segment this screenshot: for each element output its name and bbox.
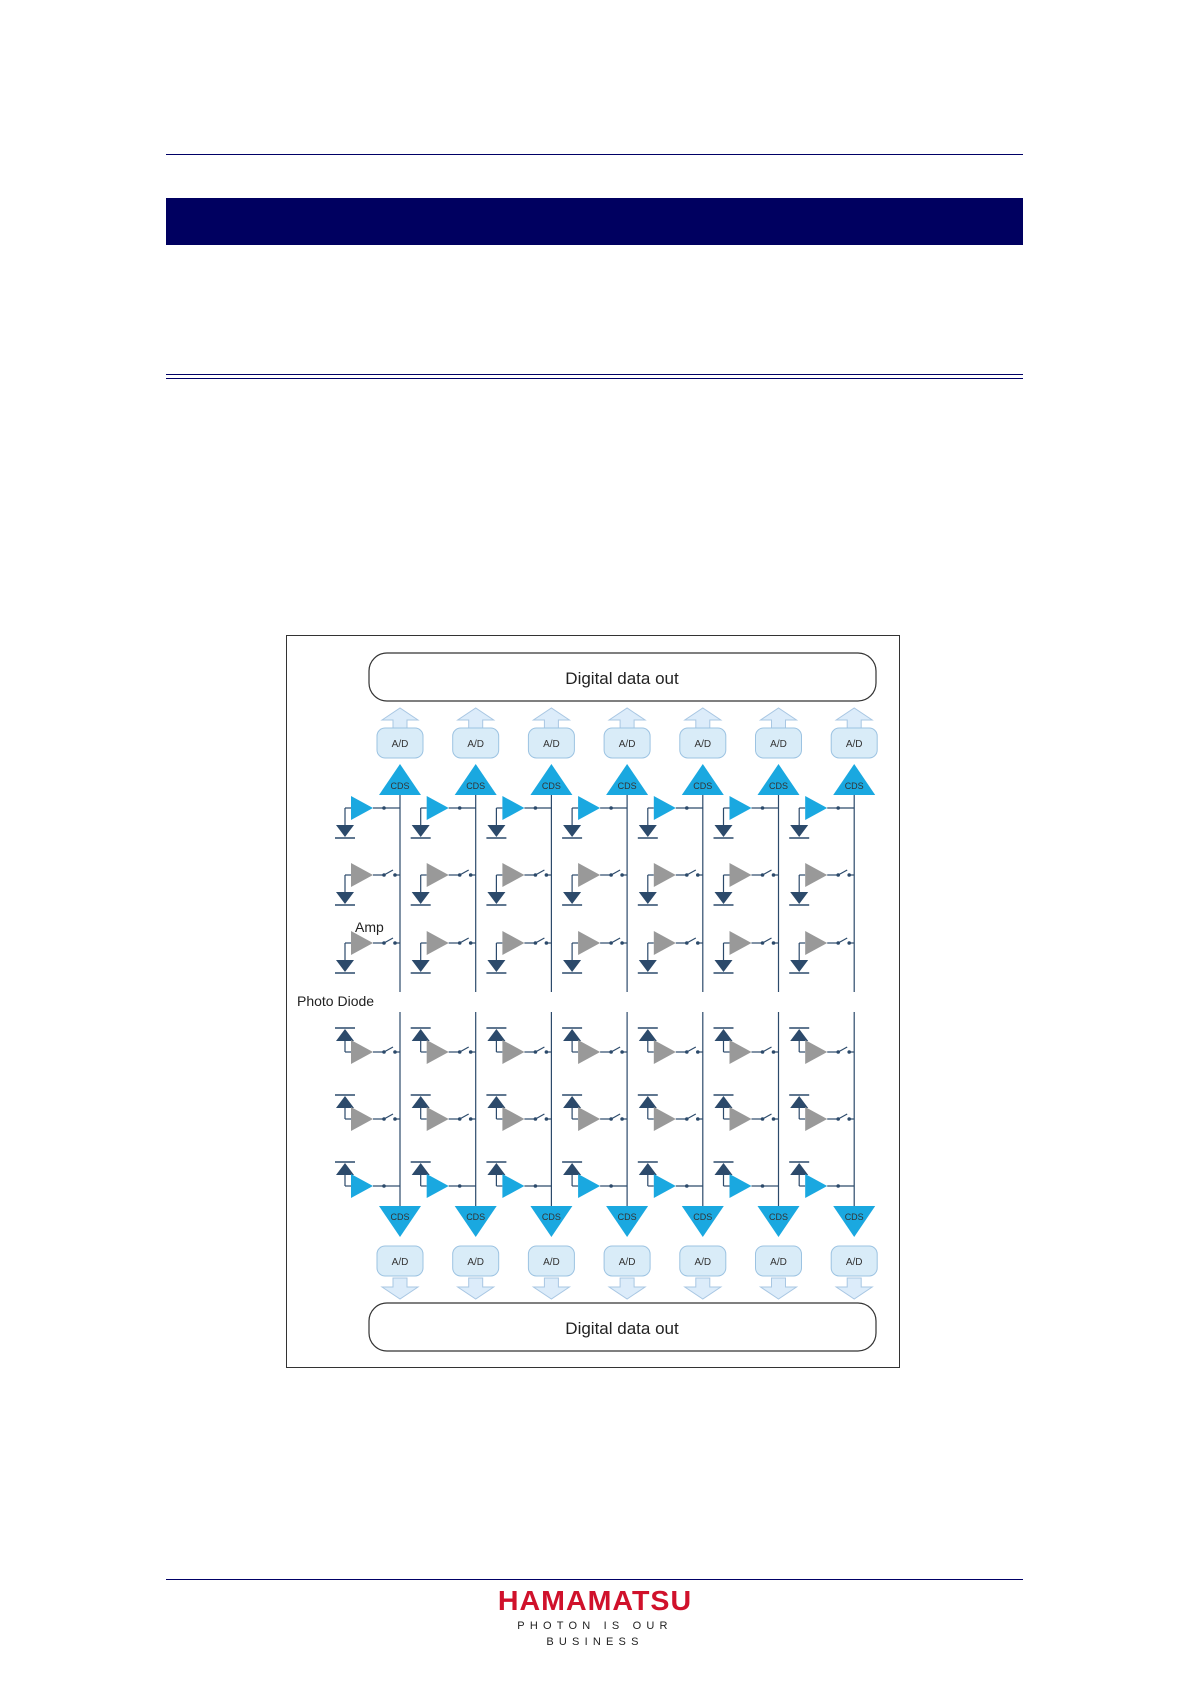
output-arrow-up [685,708,721,729]
switch-open [687,1047,696,1052]
adc-label: A/D [845,1257,863,1268]
switch-open [460,1047,469,1052]
photodiode-icon [336,960,354,972]
switch-open [460,870,469,875]
cds-label: CDS [693,781,713,791]
photodiode-icon [412,1096,430,1108]
output-arrow-up [609,708,645,729]
output-arrow-up [458,708,494,729]
photodiode-icon [336,1096,354,1108]
photo-diode-label: Photo Diode [297,993,375,1009]
cds-label: CDS [541,1212,561,1222]
pixel-amp-icon [427,863,449,887]
row-select-amp-icon [654,1174,676,1198]
switch-open [763,938,772,943]
adc-label: A/D [618,1257,636,1268]
switch-open [763,1047,772,1052]
photodiode-icon [563,892,581,904]
cds-label: CDS [617,781,637,791]
pixel-amp-icon [578,863,600,887]
photodiode-icon [412,1029,430,1041]
switch-open [611,1047,620,1052]
cmos-readout-circuit [287,636,901,1369]
switch-open [838,1047,847,1052]
photodiode-icon [563,1163,581,1175]
photodiode-icon [715,1163,733,1175]
photodiode-icon [412,1163,430,1175]
switch-open [384,1114,393,1119]
hamamatsu-logo [470,1586,720,1650]
photodiode-icon [563,960,581,972]
switch-open [611,938,620,943]
row-select-amp-icon [805,796,827,820]
adc-label: A/D [467,739,485,750]
row-select-amp-icon [351,1174,373,1198]
photodiode-icon [412,892,430,904]
pixel-amp-icon [351,863,373,887]
row-select-amp-icon [427,796,449,820]
photodiode-icon [790,960,808,972]
pixel-amp-icon [502,863,524,887]
photodiode-icon [715,825,733,837]
cds-label: CDS [768,781,789,791]
switch-open [838,870,847,875]
cmos-sensor-diagram [286,635,900,1368]
photodiode-icon [336,1029,354,1041]
switch-open [611,1114,620,1119]
switch-open [460,938,469,943]
output-arrow-up [382,708,418,729]
switch-open [384,938,393,943]
switch-open [535,1114,544,1119]
pixel-amp-icon [654,1107,676,1131]
header-rule [166,154,1023,155]
cds-label: CDS [466,781,486,791]
row-select-amp-icon [730,796,752,820]
photodiode-icon [715,960,733,972]
adc-label: A/D [467,1257,485,1268]
pixel-amp-icon [578,931,600,955]
adc-label: A/D [770,1257,787,1268]
row-select-amp-icon [805,1174,827,1198]
cds-label: CDS [390,1212,410,1222]
pixel-amp-icon [351,1107,373,1131]
switch-open [838,938,847,943]
output-arrow-down [533,1278,569,1299]
switch-open [384,1047,393,1052]
photodiode-icon [487,1029,505,1041]
output-arrow-down [836,1278,872,1299]
photodiode-icon [487,825,505,837]
switch-open [535,870,544,875]
pixel-amp-icon [654,931,676,955]
cds-label: CDS [466,1212,486,1222]
pixel-amp-icon [427,1040,449,1064]
photodiode-icon [487,960,505,972]
cds-label: CDS [768,1212,789,1222]
photodiode-icon [639,825,657,837]
amp-label: Amp [355,919,384,935]
pixel-amp-icon [578,1040,600,1064]
output-arrow-down [382,1278,418,1299]
cds-label: CDS [844,1212,864,1222]
photodiode-icon [790,1096,808,1108]
logo-tagline: PHOTON IS OUR BUSINESS [517,1620,673,1648]
row-select-amp-icon [730,1174,752,1198]
switch-open [460,1114,469,1119]
switch-open [687,870,696,875]
logo-wordmark: HAMAMATSU [497,1585,693,1616]
pixel-amp-icon [427,931,449,955]
photodiode-icon [336,825,354,837]
output-arrow-down [458,1278,494,1299]
photodiode-icon [563,825,581,837]
switch-open [687,1114,696,1119]
photodiode-icon [715,1029,733,1041]
section-rule-lower [166,378,1023,379]
pixel-amp-icon [351,1040,373,1064]
section-rule-upper [166,374,1023,375]
switch-open [535,938,544,943]
row-select-amp-icon [427,1174,449,1198]
photodiode-icon [487,1096,505,1108]
footer-rule [166,1579,1023,1580]
switch-open [763,870,772,875]
adc-label: A/D [845,739,863,750]
readout-columns [335,636,877,1299]
switch-open [535,1047,544,1052]
photodiode-icon [715,1096,733,1108]
cds-label: CDS [693,1212,713,1222]
cds-label: CDS [541,781,561,791]
pixel-amp-icon [654,1040,676,1064]
photodiode-icon [336,1163,354,1175]
pixel-amp-icon [805,1040,827,1064]
adc-label: A/D [543,739,560,750]
photodiode-icon [639,1096,657,1108]
top-output-label: Digital data out [565,669,679,688]
photodiode-icon [715,892,733,904]
photodiode-icon [639,1163,657,1175]
pixel-amp-icon [730,863,752,887]
photodiode-icon [639,960,657,972]
output-arrow-down [761,1278,797,1299]
switch-open [763,1114,772,1119]
row-select-amp-icon [578,1174,600,1198]
row-select-amp-icon [351,796,373,820]
pixel-amp-icon [730,931,752,955]
pixel-amp-icon [730,1107,752,1131]
switch-open [384,870,393,875]
switch-open [687,938,696,943]
adc-label: A/D [618,739,636,750]
pixel-amp-icon [502,1040,524,1064]
bottom-output-label: Digital data out [565,1319,679,1338]
output-arrow-down [685,1278,721,1299]
adc-label: A/D [543,1257,560,1268]
photodiode-icon [412,825,430,837]
photodiode-icon [639,1029,657,1041]
adc-label: A/D [694,739,712,750]
photodiode-icon [790,825,808,837]
adc-label: A/D [391,739,409,750]
row-select-amp-icon [502,796,524,820]
section-title-bar [166,198,1023,245]
cds-label: CDS [390,781,410,791]
output-arrow-up [761,708,797,729]
cds-label: CDS [617,1212,637,1222]
cds-label: CDS [844,781,864,791]
switch-open [838,1114,847,1119]
photodiode-icon [487,892,505,904]
output-arrow-up [836,708,872,729]
photodiode-icon [336,892,354,904]
row-select-amp-icon [502,1174,524,1198]
pixel-amp-icon [427,1107,449,1131]
switch-open [611,870,620,875]
photodiode-icon [563,1096,581,1108]
pixel-amp-icon [502,931,524,955]
pixel-amp-icon [730,1040,752,1064]
pixel-amp-icon [578,1107,600,1131]
photodiode-icon [487,1163,505,1175]
output-arrow-up [533,708,569,729]
photodiode-icon [790,892,808,904]
row-select-amp-icon [578,796,600,820]
photodiode-icon [412,960,430,972]
output-arrow-down [609,1278,645,1299]
pixel-amp-icon [805,931,827,955]
photodiode-icon [563,1029,581,1041]
pixel-amp-icon [805,863,827,887]
row-select-amp-icon [654,796,676,820]
pixel-amp-icon [502,1107,524,1131]
photodiode-icon [639,892,657,904]
adc-label: A/D [391,1257,409,1268]
photodiode-icon [790,1163,808,1175]
photodiode-icon [790,1029,808,1041]
pixel-amp-icon [654,863,676,887]
pixel-amp-icon [805,1107,827,1131]
adc-label: A/D [694,1257,712,1268]
adc-label: A/D [770,739,787,750]
